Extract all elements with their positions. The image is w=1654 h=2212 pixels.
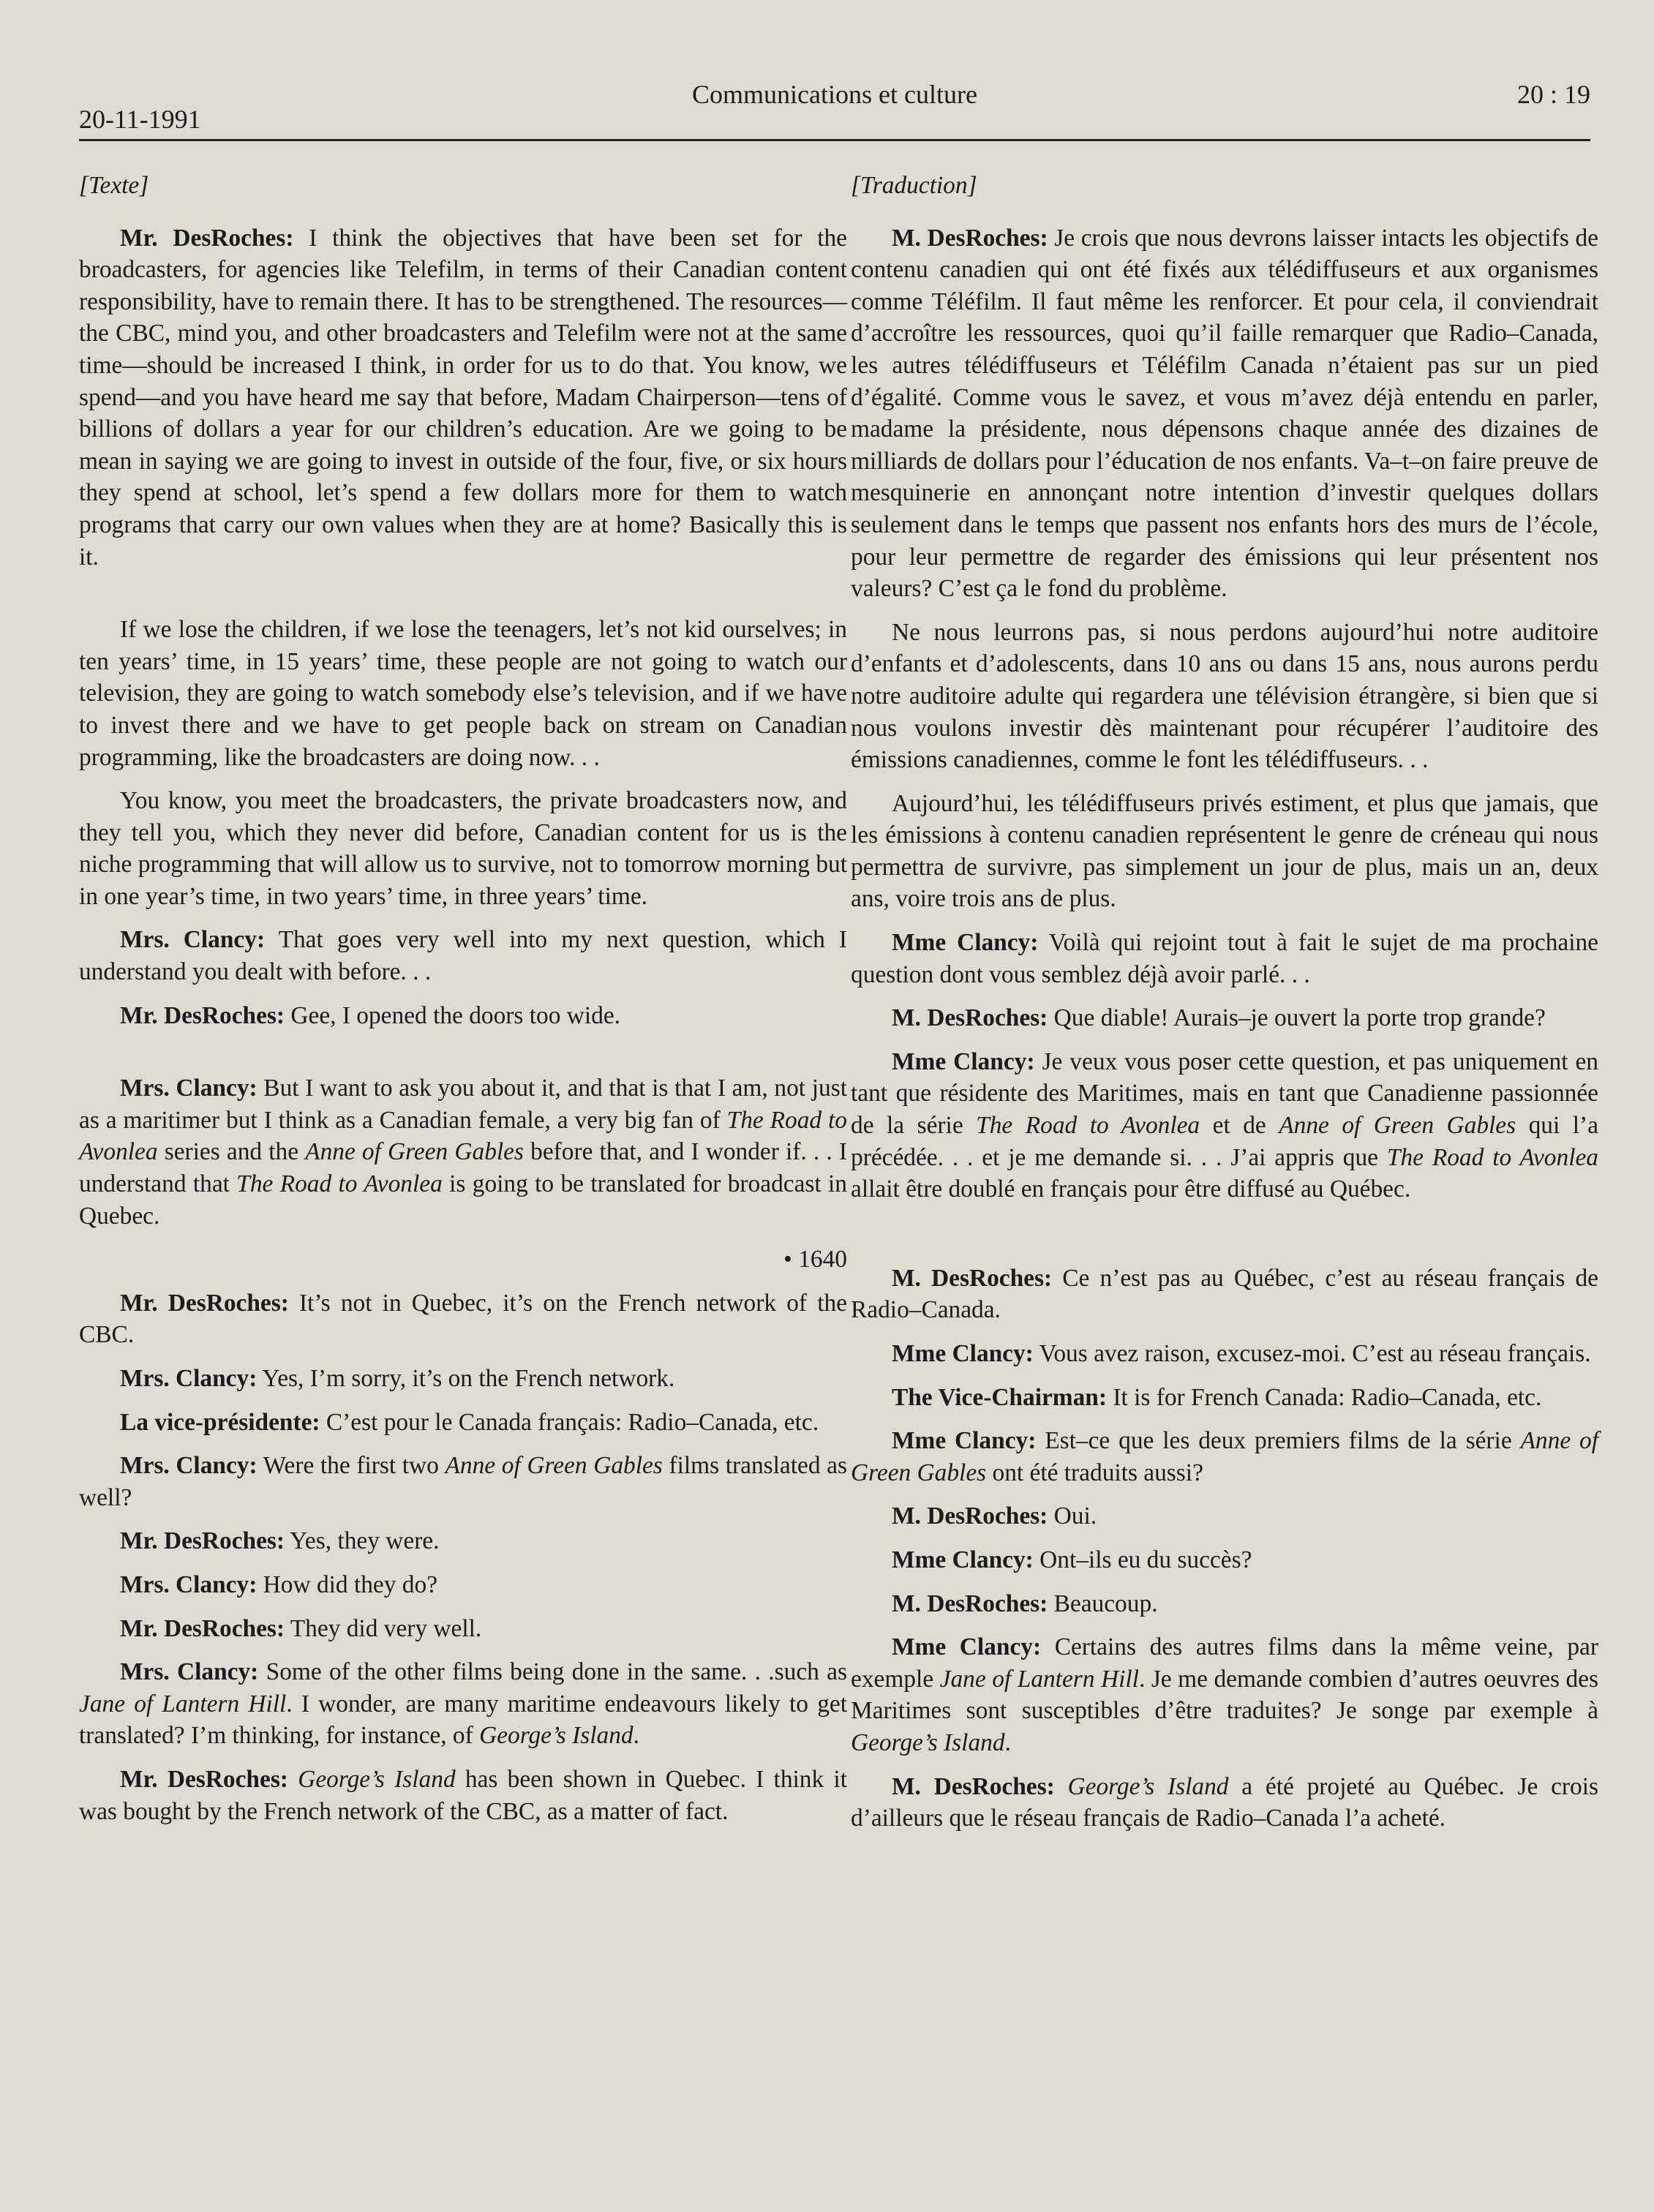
time-marker: • 1640 <box>783 1246 847 1274</box>
speaker: Mrs. Clancy: <box>120 1452 258 1480</box>
page-header <box>79 73 1590 141</box>
paragraph: If we lose the children, if we lose the teenagers, let’s not kid ourselves; in ten years’ time, in 15 years’ time, these people are not going to watch our television, they are going to watch somebody else’s television, and if we have to invest there and we have to get people back on stream on Canadian programming, like the broadcasters are doing now. . . <box>79 616 847 771</box>
speech: . Je me demande combien d’autres oeuvres des Maritimes sont susceptibles d’être traduites? Je songe par exemple à <box>851 1665 1598 1725</box>
speaker: M. DesRoches: <box>892 1502 1048 1530</box>
speaker: Mrs. Clancy: <box>120 1365 258 1392</box>
english-column <box>79 170 847 1839</box>
speech: Certains des autres films dans la même veine, par exemple <box>851 1633 1598 1693</box>
paragraph <box>79 924 847 988</box>
work-title: George’s Island <box>1067 1772 1229 1800</box>
paragraph <box>79 1287 847 1351</box>
speech: et de <box>1200 1112 1279 1140</box>
paragraph <box>79 222 847 573</box>
speaker: Mr. DesRoches: <box>120 1289 289 1317</box>
speech: ont été traduits aussi? <box>986 1459 1203 1486</box>
paragraph <box>851 1425 1598 1489</box>
speech: is going to be translated for broadcast in Quebec. <box>79 1170 847 1230</box>
speech: Que diable! Aurais–je ouvert la porte trop grande? <box>1048 1004 1546 1032</box>
paragraph <box>79 1363 847 1395</box>
paragraph <box>851 1338 1598 1370</box>
paragraph <box>851 1771 1598 1835</box>
work-title: Anne of Green Gables <box>445 1452 663 1480</box>
speech: It is for French Canada: Radio–Canada, etc. <box>1107 1383 1542 1411</box>
paragraph <box>79 1000 847 1032</box>
speaker: Mme Clancy: <box>892 1633 1042 1661</box>
text-tag: [Texte] <box>79 172 149 199</box>
header-page-number: 20 : 19 <box>1516 80 1590 109</box>
speech: Voilà qui rejoint tout à fait le sujet de ma prochaine question dont vous semblez déjà avoir parlé. . . <box>851 929 1599 988</box>
paragraph <box>79 1613 847 1645</box>
speech: C’est pour le Canada français: Radio–Canada, etc. <box>320 1408 819 1436</box>
work-title: George’s Island <box>851 1728 1005 1756</box>
speaker: Mr. DesRoches: <box>120 1001 285 1029</box>
paragraph <box>79 1072 847 1232</box>
speech: films translated as well? <box>79 1452 847 1511</box>
paragraph <box>851 1588 1598 1620</box>
header-title: Communications et culture <box>692 80 977 109</box>
speaker: The Vice-Chairman: <box>892 1383 1107 1411</box>
speech: That goes very well into my next question, which I understand you dealt with before. . . <box>79 926 847 986</box>
speech: qui l’a précédée. . . et je me demande si. . . J’ai appris que <box>851 1112 1598 1171</box>
speech: Vous avez raison, excusez-moi. C’est au réseau français. <box>1033 1340 1591 1367</box>
speaker: La vice-présidente: <box>120 1408 320 1436</box>
speaker: Mrs. Clancy: <box>120 926 266 954</box>
work-title: Anne of Green Gables <box>851 1427 1598 1486</box>
speech: a été projeté au Québec. Je crois d’ailleurs que le réseau français de Radio–Canada l’a acheté. <box>851 1772 1598 1832</box>
french-column <box>851 170 1598 1846</box>
speech: But I want to ask you about it, and that is that I am, not just as a maritimer but I think as a Canadian female, a very big fan of <box>79 1075 847 1134</box>
paragraph <box>79 1569 847 1601</box>
work-title: The Road to Avonlea <box>1386 1143 1598 1171</box>
work-title: The Road to Avonlea <box>976 1112 1200 1140</box>
paragraph <box>79 1764 847 1827</box>
speech: Est–ce que les deux premiers films de la série <box>1036 1427 1521 1455</box>
translation-tag: [Traduction] <box>851 172 977 199</box>
spacer <box>79 584 847 614</box>
work-title: Jane of Lantern Hill <box>79 1690 287 1718</box>
spacer <box>851 1217 1598 1263</box>
work-title: Anne of Green Gables <box>1279 1112 1516 1140</box>
paragraph <box>79 1525 847 1557</box>
speech: . I wonder, are many maritime endeavours likely to get translated? I’m thinking, for instance, of <box>79 1690 847 1750</box>
speech: before that, and I wonder if. . . I understand that <box>79 1138 847 1198</box>
speech: Je veux vous poser cette question, et pas uniquement en tant que résidente des Maritimes, mais en tant que Canadienne passionnée de la série <box>851 1047 1598 1140</box>
speaker: Mr. DesRoches: <box>120 1527 285 1555</box>
paragraph <box>851 222 1598 605</box>
speaker: Mme Clancy: <box>892 929 1039 957</box>
paragraph <box>851 1002 1598 1034</box>
speech: Je crois que nous devrons laisser intacts les objectifs de contenu canadien qui ont été fixés aux télédiffuseurs et aux organismes comme Téléfilm. Il faut même les renforcer. Et pour cela, il conviendrait d’accroître les ressources, quoi qu’il faille remarquer que Radio–Canada, les autres télédiffuseurs et Téléfilm Canada n’étaient pas sur un pied d’égalité. Comme vous le savez, et vous m’avez déjà entendu en parler, madame la présidente, nous dépensons chaque année des dizaines de milliards de dollars pour l’éducation de nos enfants. Va–t–on faire preuve de mesquinerie en annonçant notre intention d’investir quelques dollars seulement dans le temps que passent nos enfants hors des murs de l’école, pour leur permettre de regarder des émissions qui leur présentent nos valeurs? C’est ça le fond du problème. <box>851 224 1598 603</box>
paragraph <box>851 1631 1598 1758</box>
speech: Ont–ils eu du succès? <box>1033 1546 1252 1573</box>
work-title: Anne of Green Gables <box>305 1138 524 1166</box>
speech: has been shown in Quebec. I think it was bought by the French network of the CBC, as a matter of fact. <box>79 1765 847 1825</box>
speaker: M. DesRoches: <box>892 1772 1055 1800</box>
speech: allait être doublé en français pour être diffusé au Québec. <box>851 1175 1411 1203</box>
speech: Ce n’est pas au Québec, c’est au réseau français de Radio–Canada. <box>851 1264 1599 1324</box>
speech: Some of the other films being done in the same. . .such as <box>258 1658 847 1686</box>
speaker: Mrs. Clancy: <box>120 1570 258 1598</box>
speech: Yes, they were. <box>285 1527 440 1555</box>
speech: Gee, I opened the doors too wide. <box>285 1001 621 1029</box>
work-title: Jane of Lantern Hill <box>939 1665 1139 1693</box>
paragraph: Ne nous leurrons pas, si nous perdons aujourd’hui notre auditoire d’enfants et d’adolescents, dans 10 ans ou dans 15 ans, nous aurons perdu notre auditoire adulte qui regardera une télévision étrangère, si bien que si nous voulons investir dès maintenant pour récupérer l’auditoire des émissions canadiennes, comme le font les télédiffuseurs. . . <box>851 618 1598 774</box>
paragraph <box>851 1382 1598 1414</box>
speaker: Mme Clancy: <box>892 1047 1035 1075</box>
paragraph <box>851 1046 1598 1205</box>
speaker: Mme Clancy: <box>892 1340 1034 1367</box>
speaker: Mme Clancy: <box>892 1546 1034 1573</box>
speech: I think the objectives that have been set for the broadcasters, for agencies like Telefilm, in terms of their Canadian content responsibility, have to remain there. It has to be strengthened. The resources—the CBC, mind you, and other broadcasters and Telefilm were not at the same time—should be increased I think, in order for us to do that. You know, we spend—and you have heard me say that before, Madam Chairperson—tens of billions of dollars a year for our children’s education. Are we going to be mean in saying we are going to invest in outside of the four, five, or six hours they spend at school, let’s spend a few dollars more for them to watch programs that carry our own values when they are at home? Basically this is it. <box>79 224 847 571</box>
speaker: M. DesRoches: <box>892 1004 1048 1032</box>
paragraph <box>79 1656 847 1752</box>
speech: Were the first two <box>257 1452 446 1480</box>
work-title: The Road to Avonlea <box>236 1170 443 1198</box>
work-title: George’s Island <box>298 1765 456 1793</box>
spacer <box>79 1043 847 1072</box>
speaker: Mme Clancy: <box>892 1427 1037 1455</box>
speaker: M. DesRoches: <box>892 1264 1053 1292</box>
speech: Oui. <box>1048 1502 1097 1530</box>
work-title: The Road to Avonlea <box>79 1106 847 1166</box>
speaker: M. DesRoches: <box>892 224 1048 252</box>
header-date: 20-11-1991 <box>79 105 201 134</box>
speaker: M. DesRoches: <box>892 1590 1048 1617</box>
paragraph: Aujourd’hui, les télédiffuseurs privés estiment, et plus que jamais, que les émissions à contenu canadien représentent le genre de créneau qui nous permettra de survivre, pas simplement un jour de plus, mais un an, deux ans, voire trois ans de plus. <box>851 789 1598 913</box>
paragraph <box>851 1500 1598 1532</box>
speaker: Mrs. Clancy: <box>120 1658 259 1686</box>
speaker: Mr. DesRoches: <box>120 224 294 252</box>
speech: Yes, I’m sorry, it’s on the French network. <box>257 1365 675 1392</box>
speech: They did very well. <box>285 1614 482 1642</box>
speaker: Mr. DesRoches: <box>120 1614 285 1642</box>
speech: Beaucoup. <box>1048 1590 1158 1617</box>
speech: It’s not in Quebec, it’s on the French network of the CBC. <box>79 1289 847 1349</box>
work-title: George’s Island <box>479 1722 634 1750</box>
speaker: Mr. DesRoches: <box>120 1765 288 1793</box>
paragraph <box>79 1407 847 1439</box>
speech: How did they do? <box>257 1570 438 1598</box>
paragraph <box>851 1263 1598 1326</box>
paragraph <box>851 1544 1598 1576</box>
speech: . <box>1004 1728 1011 1756</box>
paragraph: You know, you meet the broadcasters, the private broadcasters now, and they tell you, which they never did before, Canadian content for us is the niche programming that will allow us to survive, not to tomorrow morning but in one year’s time, in two years’ time, in three years’ time. <box>79 787 847 910</box>
paragraph <box>79 1450 847 1513</box>
speaker: Mrs. Clancy: <box>120 1075 258 1102</box>
paragraph <box>851 927 1598 990</box>
speech: . <box>633 1722 639 1750</box>
speech: series and the <box>157 1138 306 1166</box>
